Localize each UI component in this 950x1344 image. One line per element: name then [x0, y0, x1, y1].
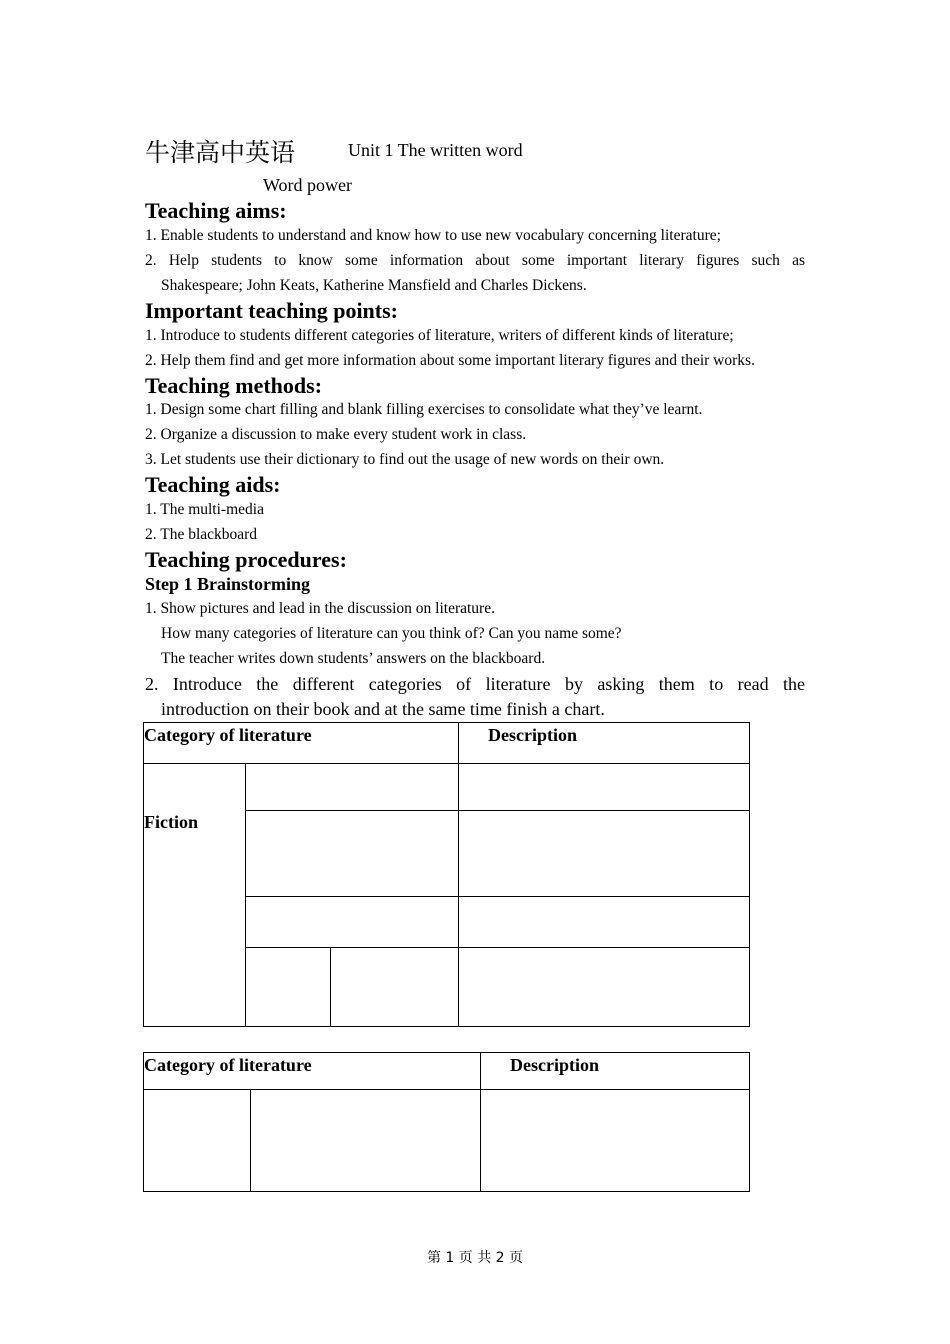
methods-item: 2. Organize a discussion to make every student work in class. [145, 426, 527, 443]
table-border [143, 1026, 750, 1027]
table-rule [245, 810, 750, 811]
table-border [143, 1191, 750, 1192]
methods-heading: Teaching methods: [145, 373, 323, 398]
table-rule [250, 1089, 251, 1192]
procedure-line: 2. Introduce the different categories of literature by asking them to read the [145, 674, 805, 694]
procedures-heading: Teaching procedures: [145, 547, 347, 572]
subtitle: Word power [263, 175, 353, 195]
table-rule [245, 896, 750, 897]
procedure-line: introduction on their book and at the same time finish a chart. [161, 699, 605, 719]
points-item: 1. Introduce to students different categories of literature, writers of different kinds of literature; [145, 327, 734, 344]
unit-title: Unit 1 The written word [348, 140, 523, 160]
aims-item: Shakespeare; John Keats, Katherine Mansfield and Charles Dickens. [161, 277, 587, 294]
aids-item: 1. The multi-media [145, 501, 264, 518]
table-header-category: Category of literature [144, 725, 312, 745]
aids-item: 2. The blackboard [145, 526, 258, 543]
table-border [749, 1052, 750, 1192]
table-rule [245, 947, 750, 948]
procedure-line: The teacher writes down students’ answers on the blackboard. [161, 650, 546, 667]
table-header-description: Description [510, 1055, 599, 1075]
table-rule [143, 763, 750, 764]
step-heading: Step 1 Brainstorming [145, 574, 311, 594]
page-number-footer: 第 1 页 共 2 页 [426, 1250, 524, 1266]
table-rule [143, 1089, 750, 1090]
points-item: 2. Help them find and get more information about some important literary figures and their works. [145, 352, 755, 369]
row-label-fiction: Fiction [144, 812, 198, 832]
table-border [749, 722, 750, 1027]
table-header-description: Description [488, 725, 577, 745]
table-header-category: Category of literature [144, 1055, 312, 1075]
title-chinese: 牛津高中英语 [145, 138, 296, 167]
methods-item: 1. Design some chart filling and blank filling exercises to consolidate what they’ve learnt. [145, 401, 703, 418]
aims-item: 2. Help students to know some information about some important literary figures such as [145, 252, 805, 269]
procedure-line: How many categories of literature can you think of? Can you name some? [161, 625, 622, 642]
procedure-line: 1. Show pictures and lead in the discussion on literature. [145, 600, 495, 617]
table-rule [245, 763, 246, 1027]
points-heading: Important teaching points: [145, 298, 399, 323]
aims-item: 1. Enable students to understand and know how to use new vocabulary concerning literature; [145, 227, 721, 244]
table-rule [480, 1052, 481, 1192]
aids-heading: Teaching aids: [145, 472, 281, 497]
table-border [143, 722, 144, 1027]
methods-item: 3. Let students use their dictionary to find out the usage of new words on their own. [145, 451, 665, 468]
aims-heading: Teaching aims: [145, 198, 287, 223]
table-border [143, 1052, 750, 1053]
table-rule [330, 947, 331, 1027]
table-rule [458, 722, 459, 1027]
table-border [143, 722, 750, 723]
